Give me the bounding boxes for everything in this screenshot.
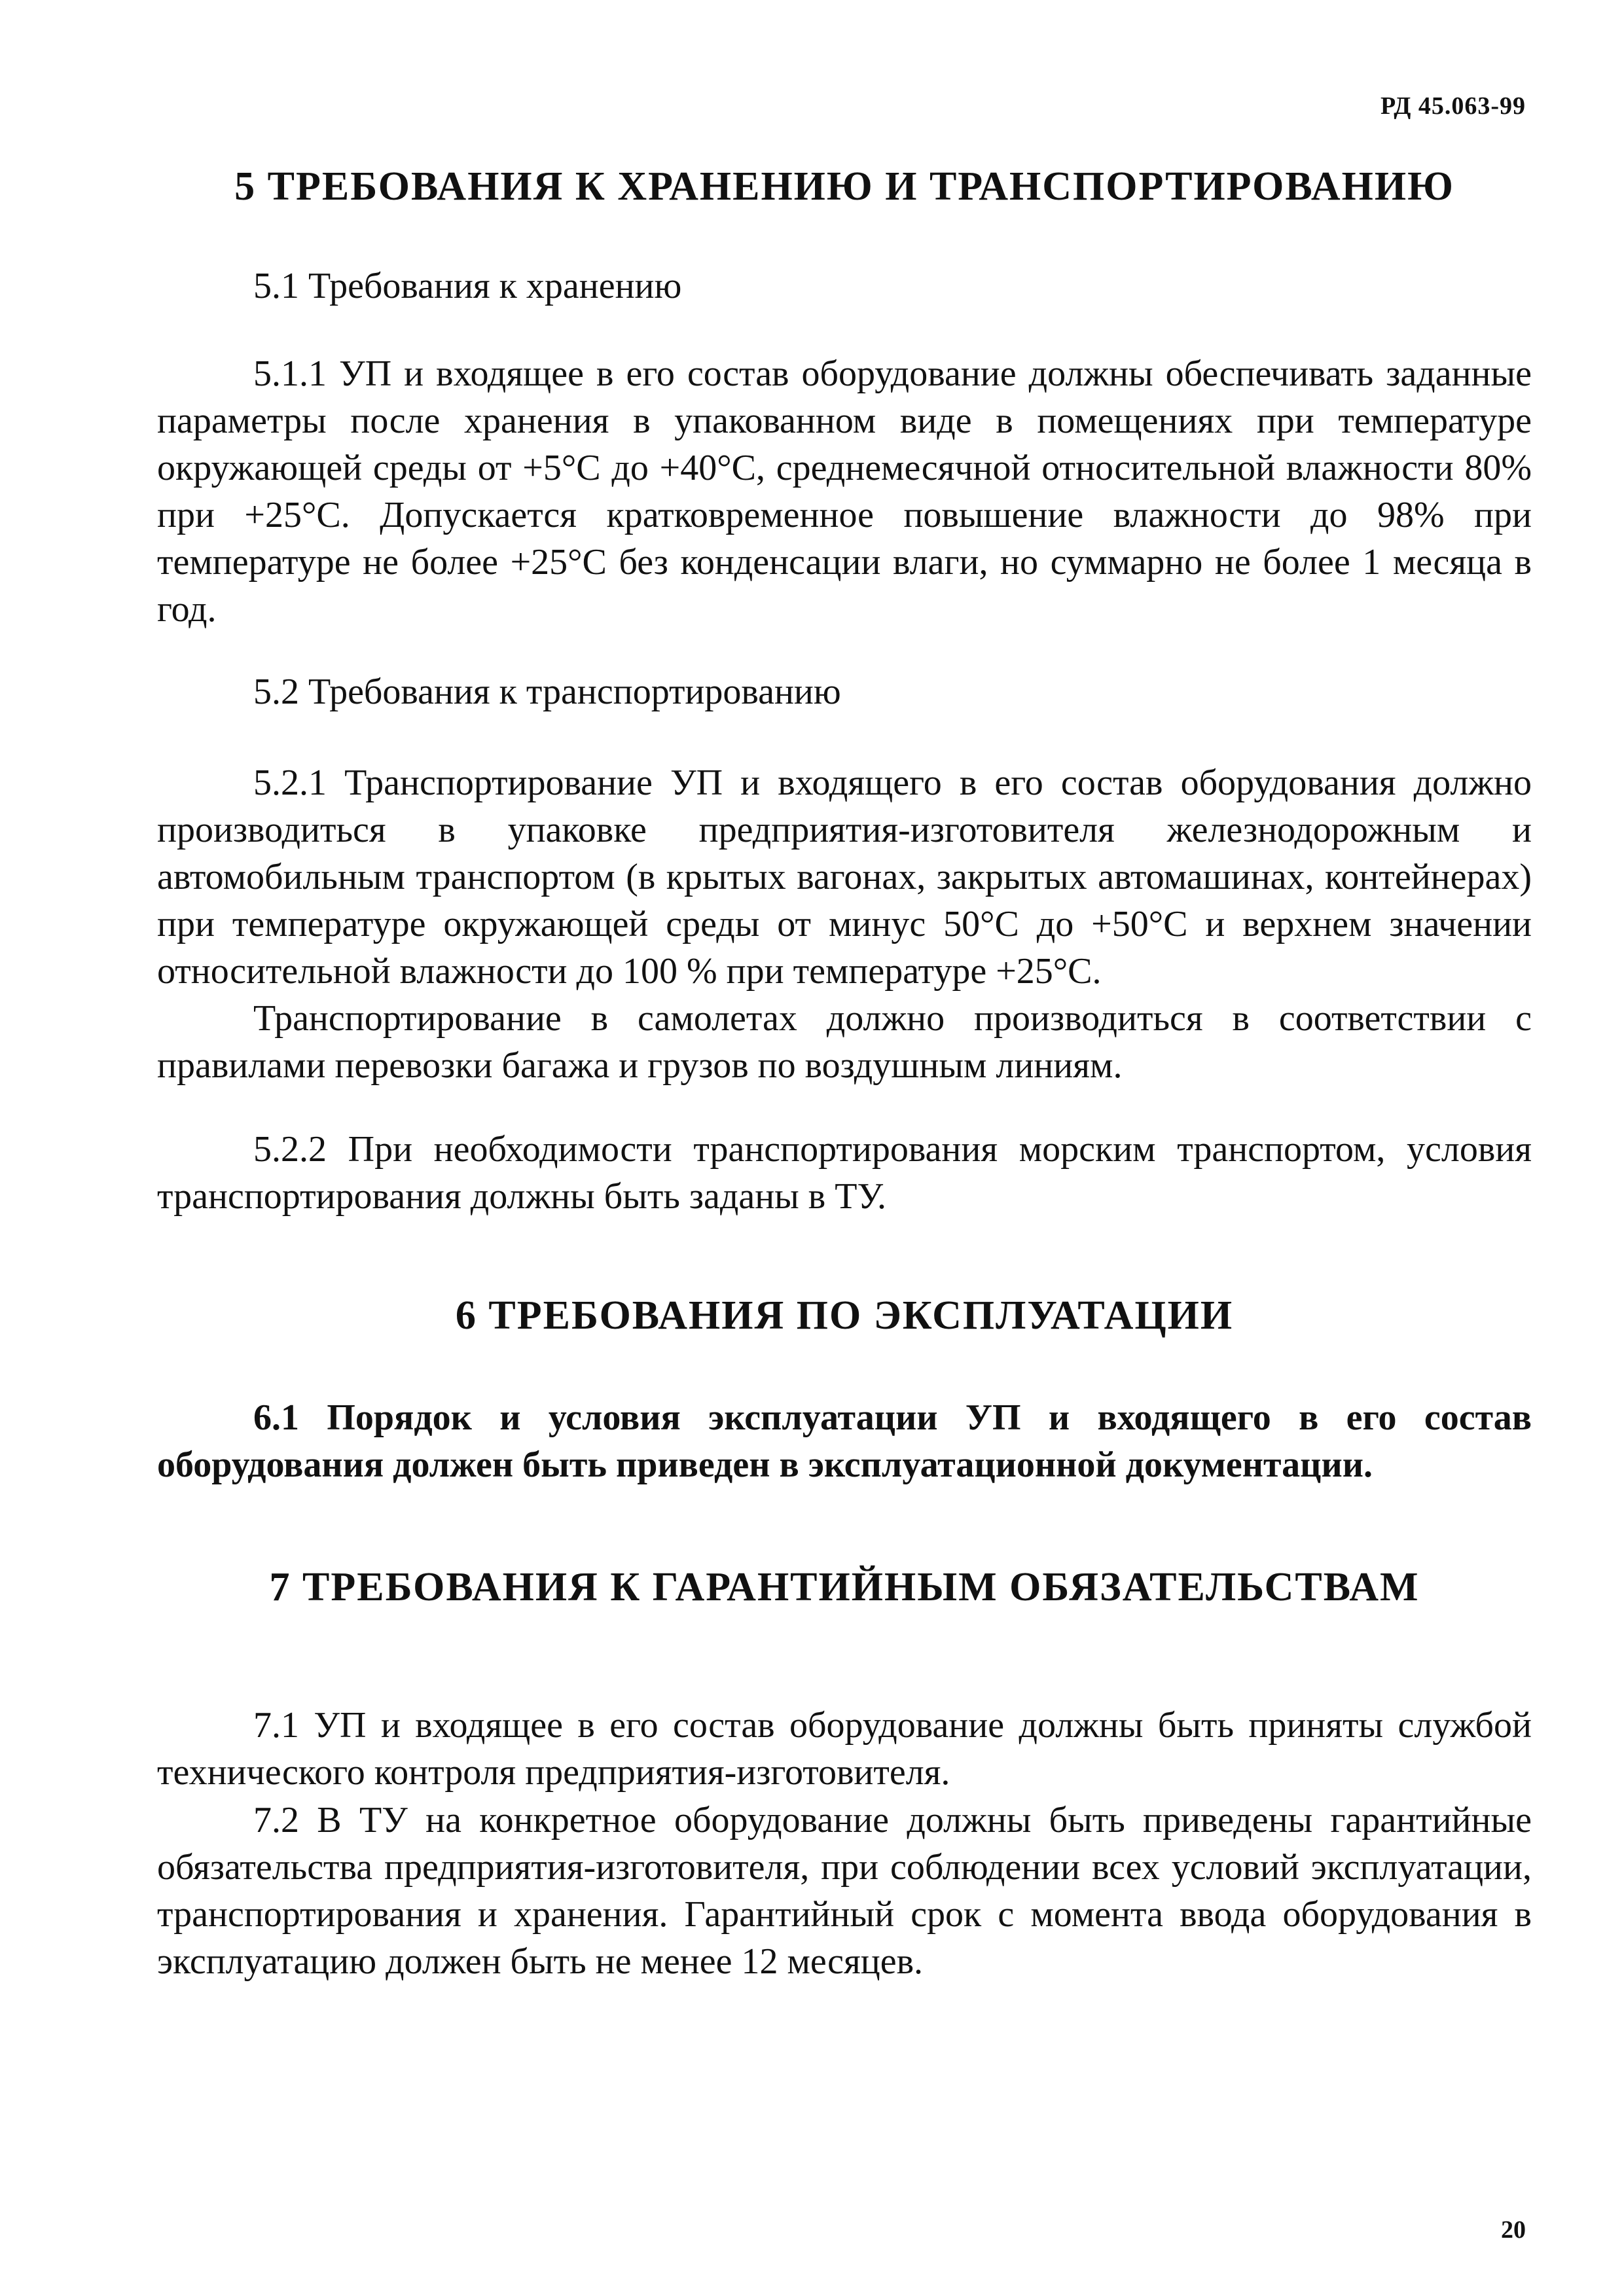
- paragraph-7-1: 7.1 УП и входящее в его состав оборудование должны быть приняты службой технического контроля предприятия-изготовителя.: [157, 1705, 1532, 1793]
- paragraph-5-2-1-continued: Транспортирование в самолетах должно производиться в соответствии с правилами перевозки багажа и грузов по воздушным линиям.: [157, 998, 1532, 1086]
- document-code: РД 45.063-99: [1380, 92, 1526, 120]
- subsection-5-1-title: 5.1 Требования к хранению: [253, 266, 682, 306]
- section-7-title: 7 ТРЕБОВАНИЯ К ГАРАНТИЙНЫМ ОБЯЗАТЕЛЬСТВАМ: [269, 1565, 1420, 1609]
- paragraph-5-2-2: 5.2.2 При необходимости транспортирования морским транспортом, условия транспортирования должны быть заданы в ТУ.: [157, 1129, 1532, 1217]
- paragraph-5-2-1: 5.2.1 Транспортирование УП и входящего в его состав оборудования должно производиться в упаковке предприятия-изготовителя железнодорожным и автомобильным транспортом (в крытых вагонах, закрытых автомашинах, контейнерах) при температуре окружающей среды от минус 50°С до +50°С и верхнем значении относительной влажности до 100 % при температуре +25°С.: [157, 762, 1532, 992]
- subsection-5-2-title: 5.2 Требования к транспортированию: [253, 672, 841, 712]
- page-number: 20: [1501, 2216, 1526, 2244]
- section-5-title: 5 ТРЕБОВАНИЯ К ХРАНЕНИЮ И ТРАНСПОРТИРОВАНИЮ: [234, 164, 1454, 209]
- paragraph-6-1: 6.1 Порядок и условия эксплуатации УП и входящего в его состав оборудования должен быть приведен в эксплуатационной документации.: [157, 1397, 1532, 1485]
- paragraph-5-1-1: 5.1.1 УП и входящее в его состав оборудование должны обеспечивать заданные параметры после хранения в упакованном виде в помещениях при температуре окружающей среды от +5°С до +40°С, среднемесячной относительной влажности 80% при +25°С. Допускается кратковременное повышение влажности до 98% при температуре не более +25°С без конденсации влаги, но суммарно не более 1 месяца в год.: [157, 353, 1532, 630]
- paragraph-7-2: 7.2 В ТУ на конкретное оборудование должны быть приведены гарантийные обязательства предприятия-изготовителя, при соблюдении всех условий эксплуатации, транспортирования и хранения. Гарантийный срок с момента ввода оборудования в эксплуатацию должен быть не менее 12 месяцев.: [157, 1800, 1532, 1982]
- section-6-title: 6 ТРЕБОВАНИЯ ПО ЭКСПЛУАТАЦИИ: [455, 1293, 1234, 1338]
